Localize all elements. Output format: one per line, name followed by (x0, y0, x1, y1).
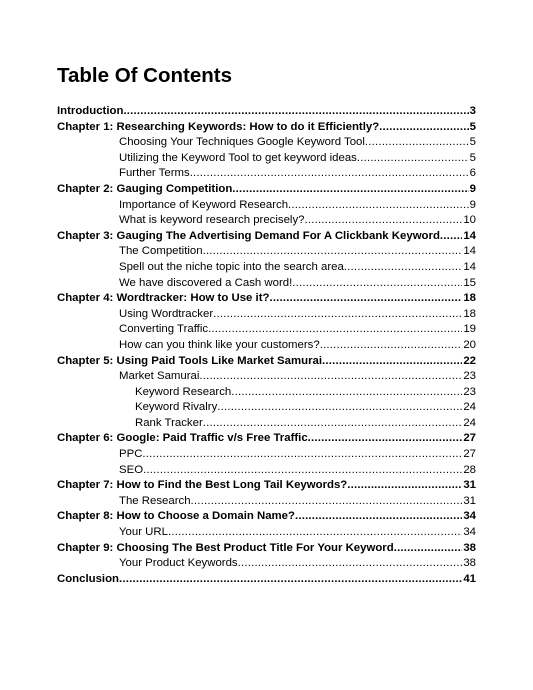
toc-entry-page-number: 31 (463, 479, 476, 492)
toc-entry-page-number: 31 (463, 494, 476, 507)
toc-entry-page-number: 38 (463, 541, 476, 554)
toc-section-entry[interactable] (119, 244, 476, 260)
toc-entry-page-number: 38 (463, 557, 476, 570)
dot-leader (168, 525, 462, 541)
dot-leader (322, 354, 462, 370)
toc-entry-page-number: 24 (463, 416, 476, 429)
toc-entry-page-number: 15 (463, 276, 476, 289)
dot-leader (213, 307, 462, 323)
page-title: Table Of Contents (57, 64, 233, 87)
dot-leader (217, 400, 462, 416)
dot-leader (320, 338, 463, 354)
toc-entry-page-number: 23 (463, 370, 476, 383)
toc-entry-page-number: 10 (463, 214, 476, 227)
toc-entry-page-number: 18 (463, 307, 476, 320)
toc-entry-page-number: 5 (469, 151, 476, 164)
dot-leader (308, 431, 463, 447)
toc-entry-label: Chapter 4: Wordtracker: How to Use it? (57, 292, 270, 305)
dot-leader (238, 556, 463, 572)
toc-section-entry[interactable] (119, 307, 476, 323)
toc-entry-page-number: 18 (463, 292, 476, 305)
toc-entry-label: Using Wordtracker (119, 307, 214, 320)
toc-section-entry[interactable] (119, 260, 476, 276)
toc-entry-page-number: 34 (463, 526, 476, 539)
toc-entry-label: What is keyword research precisely? (119, 214, 305, 227)
toc-entry-label: Converting Traffic (119, 323, 209, 336)
toc-entry-page-number: 28 (463, 463, 476, 476)
toc-section-entry[interactable] (119, 556, 476, 572)
dot-leader (231, 385, 462, 401)
toc-entry-label: Keyword Research (135, 385, 232, 398)
toc-section-entry[interactable] (135, 400, 476, 416)
dot-leader (123, 104, 468, 120)
toc-entry-page-number: 6 (469, 167, 476, 180)
dot-leader (295, 509, 462, 525)
toc-entry-page-number: 14 (463, 260, 476, 273)
toc-entry-page-number: 14 (463, 245, 476, 258)
toc-entry-label: Chapter 8: How to Choose a Domain Name? (57, 510, 295, 523)
toc-section-entry[interactable] (119, 198, 476, 214)
toc-entry-page-number: 20 (463, 338, 476, 351)
toc-section-entry[interactable] (119, 322, 476, 338)
toc-entry-label: Chapter 1: Researching Keywords: How to do it Efficiently? (57, 120, 380, 133)
toc-entry-label: The Competition (119, 245, 203, 258)
dot-leader (269, 291, 462, 307)
toc-entry-page-number: 19 (463, 323, 476, 336)
toc-entry-page-number: 3 (469, 105, 476, 117)
dot-leader (190, 166, 469, 182)
dot-leader (357, 151, 469, 167)
toc-chapter-entry[interactable] (57, 431, 476, 447)
toc-chapter-entry[interactable] (57, 120, 476, 136)
toc-chapter-entry[interactable] (57, 572, 476, 588)
dot-leader (365, 135, 469, 151)
toc-chapter-entry[interactable] (57, 354, 476, 370)
toc-entry-label: Chapter 7: How to Find the Best Long Tail Keywords? (57, 479, 348, 492)
toc-entry-page-number: 14 (463, 229, 476, 242)
toc-section-entry[interactable] (119, 213, 476, 229)
toc-list (0, 104, 533, 587)
toc-entry-page-number: 9 (469, 182, 476, 195)
toc-entry-label: The Research (119, 494, 191, 507)
toc-section-entry[interactable] (119, 135, 476, 151)
toc-entry-page-number: 27 (463, 448, 476, 461)
toc-entry-label: Your URL (119, 526, 168, 539)
toc-entry-label: Keyword Rivalry (135, 401, 218, 414)
toc-entry-label: Chapter 3: Gauging The Advertising Demand For A Clickbank Keyword (57, 229, 440, 242)
toc-entry-page-number: 24 (463, 401, 476, 414)
toc-section-entry[interactable] (119, 151, 476, 167)
toc-chapter-entry[interactable] (57, 478, 476, 494)
dot-leader (292, 276, 462, 292)
toc-entry-label: Introduction (57, 105, 124, 117)
toc-entry-page-number: 5 (469, 136, 476, 149)
toc-chapter-entry[interactable] (57, 509, 476, 525)
toc-entry-label: Chapter 2: Gauging Competition (57, 182, 233, 195)
toc-chapter-entry[interactable] (57, 229, 476, 245)
toc-chapter-entry[interactable] (57, 291, 476, 307)
toc-entry-label: Utilizing the Keyword Tool to get keyword ideas (119, 151, 357, 164)
dot-leader (142, 447, 462, 463)
toc-section-entry[interactable] (119, 276, 476, 292)
toc-section-entry[interactable] (135, 385, 476, 401)
toc-entry-label: Market Samurai (119, 370, 200, 383)
toc-entry-label: Conclusion (57, 572, 120, 585)
toc-section-entry[interactable] (119, 494, 476, 510)
toc-entry-label: Further Terms (119, 167, 190, 180)
dot-leader (394, 541, 463, 557)
toc-entry-page-number: 22 (463, 354, 476, 367)
toc-entry-page-number: 41 (463, 572, 476, 585)
toc-section-entry[interactable] (119, 463, 476, 479)
dot-leader (203, 416, 463, 432)
toc-entry-label: How can you think like your customers? (119, 338, 320, 351)
dot-leader (304, 213, 462, 229)
dot-leader (379, 120, 469, 136)
toc-entry-label: Importance of Keyword Research (119, 198, 289, 211)
toc-entry-page-number: 9 (469, 198, 476, 211)
toc-section-entry[interactable] (135, 416, 476, 432)
toc-entry-label: Your Product Keywords (119, 557, 238, 570)
dot-leader (232, 182, 468, 198)
toc-chapter-entry[interactable] (57, 541, 476, 557)
toc-entry-label: Spell out the niche topic into the search area (119, 260, 344, 273)
toc-section-entry[interactable] (119, 525, 476, 541)
dot-leader (191, 494, 463, 510)
toc-entry-page-number: 34 (463, 510, 476, 523)
toc-entry-label: We have discovered a Cash word! (119, 276, 293, 289)
toc-section-entry[interactable] (119, 369, 476, 385)
dot-leader (288, 198, 469, 214)
dot-leader (344, 260, 463, 276)
dot-leader (119, 572, 462, 588)
toc-section-entry[interactable] (119, 338, 476, 354)
toc-entry-page-number: 23 (463, 385, 476, 398)
toc-entry-page-number: 5 (469, 120, 476, 133)
toc-chapter-entry[interactable] (57, 182, 476, 198)
toc-entry-label: Chapter 6: Google: Paid Traffic v/s Free Traffic (57, 432, 308, 445)
toc-section-entry[interactable] (119, 166, 476, 182)
toc-entry-page-number: 27 (463, 432, 476, 445)
toc-entry-label: Chapter 5: Using Paid Tools Like Market Samurai (57, 354, 323, 367)
dot-leader (347, 478, 462, 494)
toc-entry-label: Rank Tracker (135, 416, 203, 429)
toc-entry-label: Choosing Your Techniques Google Keyword Tool (119, 136, 365, 149)
toc-entry-label: SEO (119, 463, 144, 476)
dot-leader (203, 244, 463, 260)
toc-entry-label: Chapter 9: Choosing The Best Product Title For Your Keyword (57, 541, 394, 554)
dot-leader (208, 322, 462, 338)
dot-leader (199, 369, 462, 385)
dot-leader (143, 463, 462, 479)
toc-section-entry[interactable] (119, 447, 476, 463)
toc-entry-label: PPC (119, 448, 143, 461)
toc-chapter-entry[interactable] (57, 104, 476, 120)
dot-leader (440, 229, 462, 245)
